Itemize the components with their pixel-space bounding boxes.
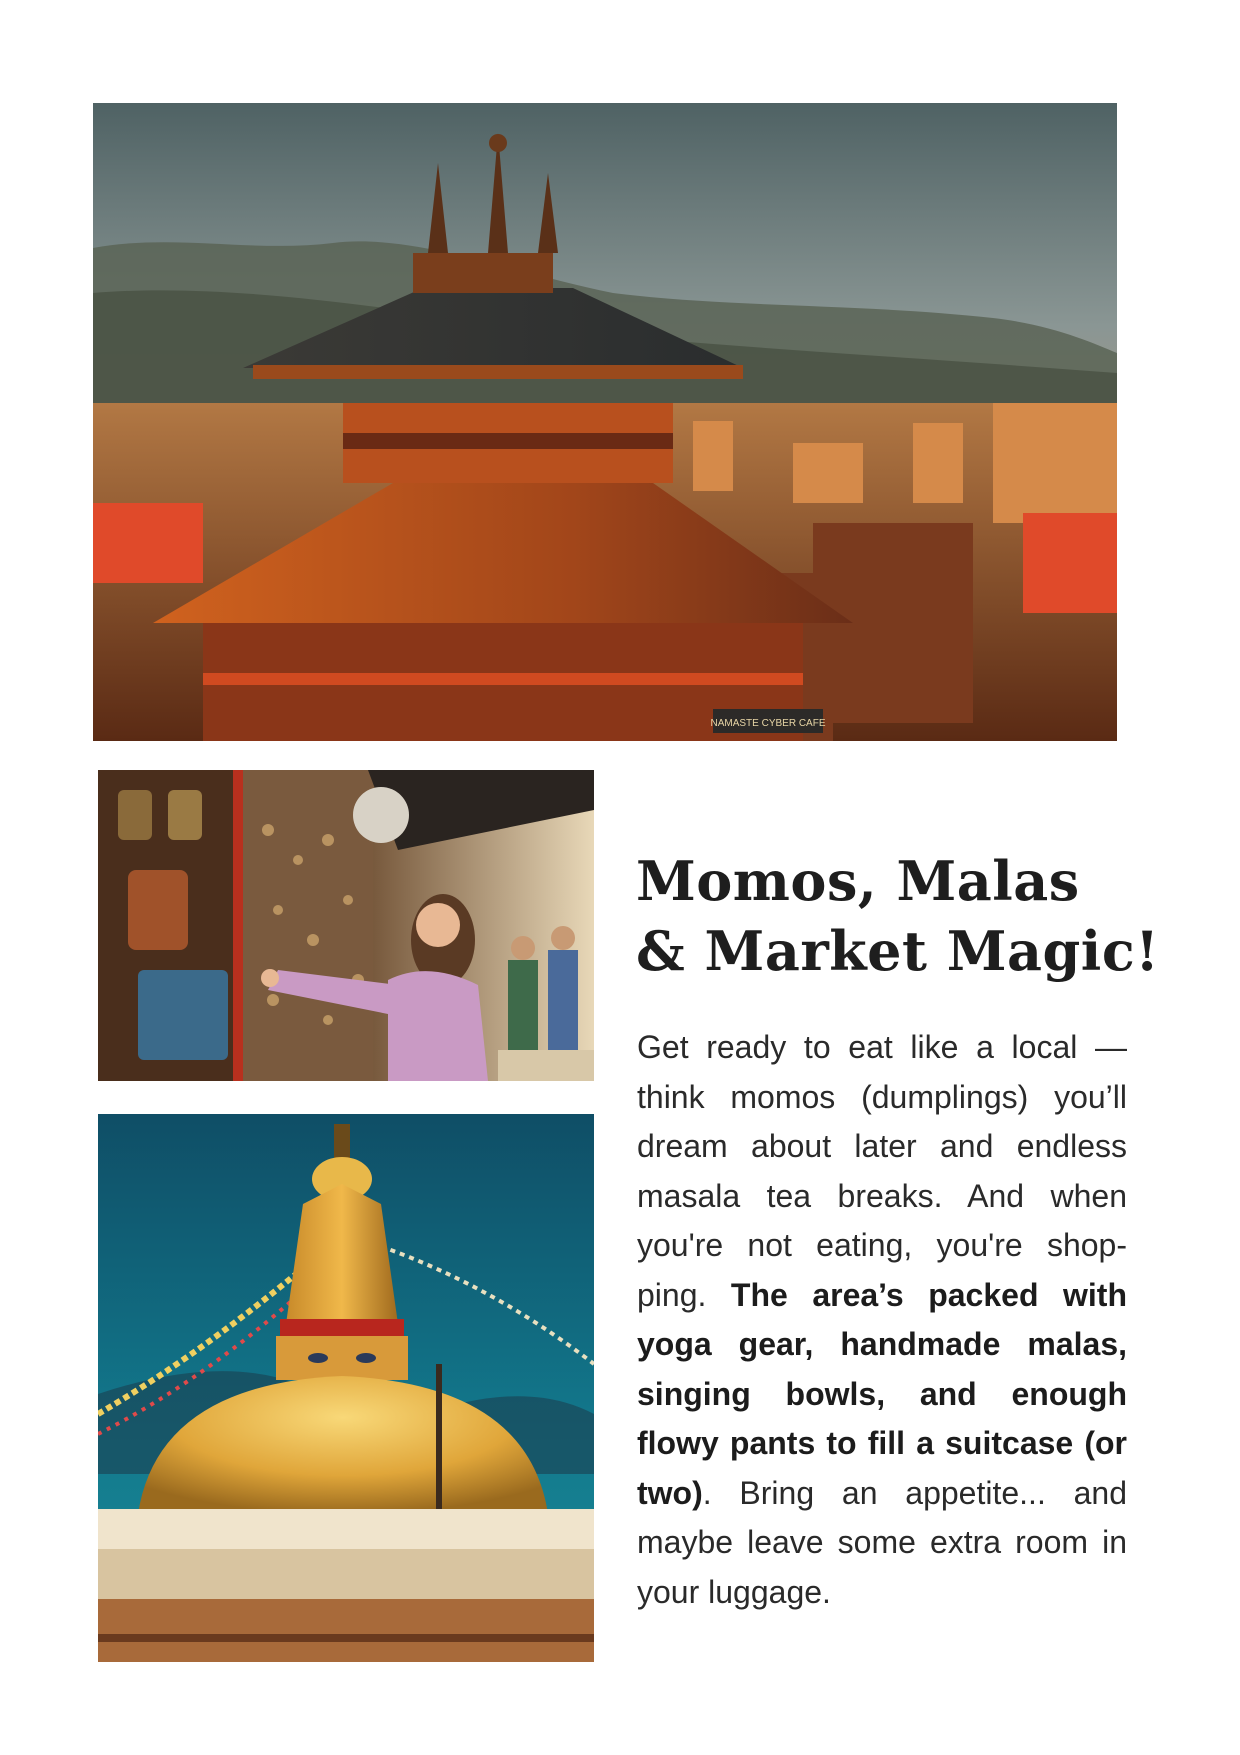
- body-intro: Get ready to eat like a local — think momos (dumplings) you’ll dream about later and endless masala tea breaks. And when you're not eating, you're shop-ping.: [637, 1029, 1127, 1313]
- hero-photo-pagoda-temple: [93, 103, 1117, 741]
- body-bold-highlight: The area’s packed with yoga gear, handmade malas, singing bowls, and enough flowy pants to fill a suitcase (or two): [637, 1276, 1128, 1511]
- cafe-sign: NAMASTE CYBER CAFE: [710, 718, 826, 729]
- market-stall-photo: [98, 770, 594, 1081]
- stupa-illustration: [98, 1114, 594, 1662]
- heading-line-2: & Market Magic!: [636, 919, 1160, 983]
- pagoda-illustration: [93, 103, 1117, 741]
- article-heading: [636, 846, 1160, 986]
- market-illustration: [98, 770, 594, 1081]
- body-outro: . Bring an appetite... and maybe leave some extra room in your luggage.: [637, 1474, 1127, 1610]
- heading-line-1: Momos, Malas: [636, 849, 1080, 913]
- article-body: [637, 1023, 1127, 1617]
- stupa-photo: [98, 1114, 594, 1662]
